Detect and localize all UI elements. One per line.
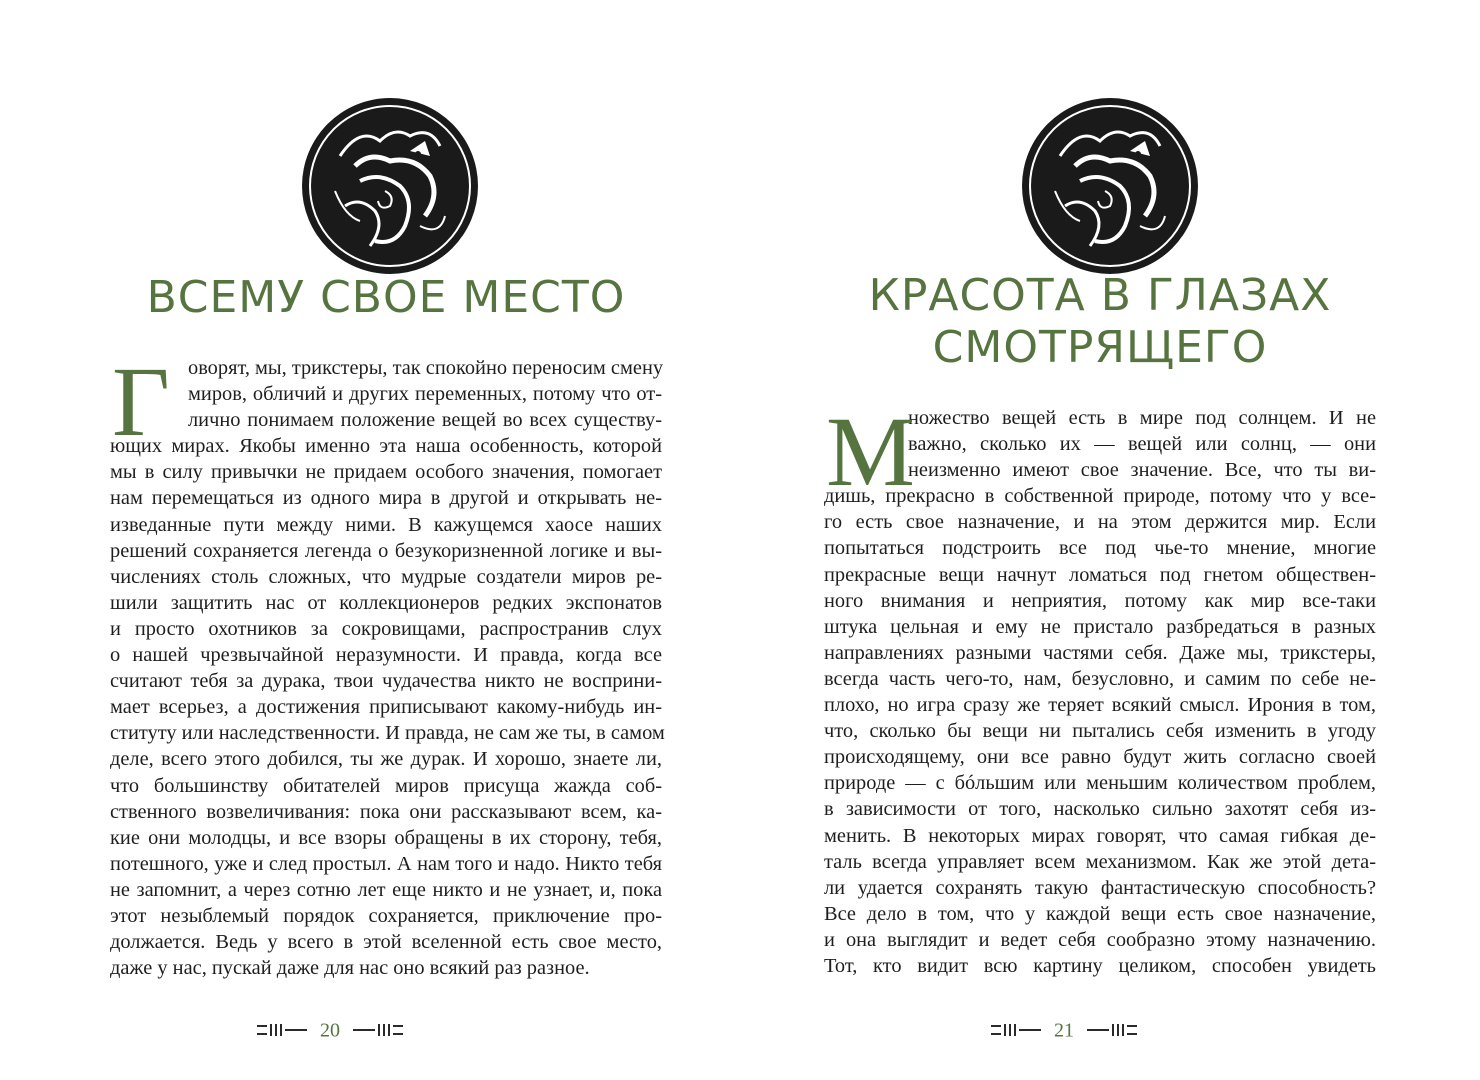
chapter-title-line: КРАСОТА В ГЛАЗАХ <box>868 270 1332 321</box>
text-line: Тот, кто видит всю картину целиком, способен увидеть <box>824 954 1376 977</box>
text-line: важно, сколько их — вещей или солнц, — они <box>908 433 1376 456</box>
knot-ornament-icon <box>1085 1022 1139 1038</box>
text-line: природе — с бóльшим или меньшим количеством проблем, <box>824 772 1376 795</box>
text-line: считают тебя за дурака, твои чудачества никто не восприни- <box>110 670 662 693</box>
text-line: ли удается сохранять такую фантастическую способность? <box>824 876 1376 899</box>
text-line: и она выглядит и ведет себя сообразно этому назначению. <box>824 928 1376 951</box>
text-line: Все дело в том, что у каждой вещи есть свое назначение, <box>824 902 1376 925</box>
text-line: шили защитить нас от коллекционеров редких экспонатов <box>110 591 662 614</box>
drop-cap: М <box>826 396 915 507</box>
text-line: должается. Ведь у всего в этой вселенной есть свое место, <box>110 931 662 954</box>
text-line: мы в силу привычки не придаем особого значения, помогает <box>110 461 662 484</box>
text-line: что большинству обитателей миров присуща жажда соб- <box>110 774 662 797</box>
text-line: потешного, уже и след простыл. А нам того и надо. Никто тебя <box>110 852 662 875</box>
text-line: таль всегда управляет всем механизмом. Как же этой дета- <box>824 850 1376 873</box>
text-line: ного внимания и неприятия, потому как мир все-таки <box>824 589 1376 612</box>
text-line: решений сохраняется легенда о безукоризненной логике и вы- <box>110 539 662 562</box>
text-line: этот незыблемый порядок сохраняется, приключение про- <box>110 904 662 927</box>
text-line: в зависимости от того, насколько сильно захотят себя из- <box>824 798 1376 821</box>
chapter-title: ВСЕМУ СВОЕ МЕСТО <box>146 272 626 323</box>
page-number: 20 <box>320 1019 340 1042</box>
text-line: не запомнит, а через сотню лет еще никто и не узнает, и, пока <box>110 878 662 901</box>
text-line: миров, обличий и других переменных, потому что от- <box>188 383 662 406</box>
text-line: кие они молодцы, и все взоры обращены в их сторону, тебя, <box>110 826 662 849</box>
text-line: ющих мирах. Якобы именно эта наша особенность, которой <box>110 435 662 458</box>
text-line: ституту или наследственности. И правда, не сам же ты, в самом <box>110 722 665 745</box>
text-line: направлениях разными частями себя. Даже мы, трикстеры, <box>824 641 1376 664</box>
text-line: оворят, мы, трикстеры, так спокойно переносим смену <box>188 357 664 379</box>
right-page <box>824 0 1376 1080</box>
drop-cap: Г <box>112 346 170 457</box>
celtic-hound-medallion-icon <box>1020 96 1200 276</box>
text-line: менить. В некоторых мирах говорят, что самая гибкая де- <box>824 824 1376 847</box>
page-number-footer <box>110 1016 550 1043</box>
text-line: го есть свое назначение, и на этом держится мир. Если <box>824 511 1376 534</box>
chapter-body <box>824 396 1376 979</box>
page-number: 21 <box>1054 1019 1074 1042</box>
text-line: прекрасные вещи начнут ломаться под гнетом обществен- <box>824 563 1376 586</box>
text-line: неизменно имеют свое значение. Все, что ты ви- <box>908 459 1376 482</box>
text-line: всегда часть чего-то, нам, безусловно, и самим по себе не- <box>824 667 1376 690</box>
knot-ornament-icon <box>989 1022 1043 1038</box>
text-line: дишь, прекрасно в собственной природе, потому что у все- <box>824 485 1376 508</box>
knot-ornament-icon <box>351 1022 405 1038</box>
text-line: ственного возвеличивания: пока они рассказывают всем, ка- <box>110 800 662 823</box>
knot-ornament-icon <box>255 1022 309 1038</box>
left-page <box>110 0 665 1080</box>
celtic-hound-medallion-icon <box>300 96 480 276</box>
text-line: что, сколько бы вещи ни пытались себя изменить в угоду <box>824 720 1376 743</box>
text-line: плохо, но игра сразу же теряет всякий смысл. Ирония в том, <box>824 694 1376 717</box>
text-line: мает всерьез, а достижения приписывают какому-нибудь ин- <box>110 696 662 719</box>
text-line: нам перемещаться из одного мира в другой и открывать не- <box>110 487 662 510</box>
text-line: о нашей чрезвычайной неразумности. И правда, когда все <box>110 644 662 667</box>
text-line: изведанные пути между ними. В кажущемся хаосе наших <box>110 513 662 536</box>
text-line: попытаться подстроить все под чье-то мнение, многие <box>824 537 1376 560</box>
text-line: ножество вещей есть в мире под солнцем. И не <box>908 407 1376 429</box>
text-line: числениях столь сложных, что мудрые создатели миров ре- <box>110 565 662 588</box>
page-number-footer <box>844 1016 1284 1043</box>
text-line: происходящему, они все равно будут жить согласно своей <box>824 746 1376 769</box>
text-line: деле, всего этого добился, ты же дурак. И хорошо, знаете ли, <box>110 748 662 771</box>
text-line: даже у нас, пускай даже для нас оно всякий раз разное. <box>110 957 590 980</box>
text-line: лично понимаем положение вещей во всех существу- <box>188 409 662 432</box>
chapter-title <box>824 270 1376 374</box>
chapter-title-line: СМОТРЯЩЕГО <box>932 322 1268 373</box>
chapter-body <box>110 346 665 981</box>
text-line: штука цельная и ему не пристало разбредаться в разных <box>824 615 1376 638</box>
text-line: и просто охотников за сокровищами, распространив слух <box>110 617 662 640</box>
